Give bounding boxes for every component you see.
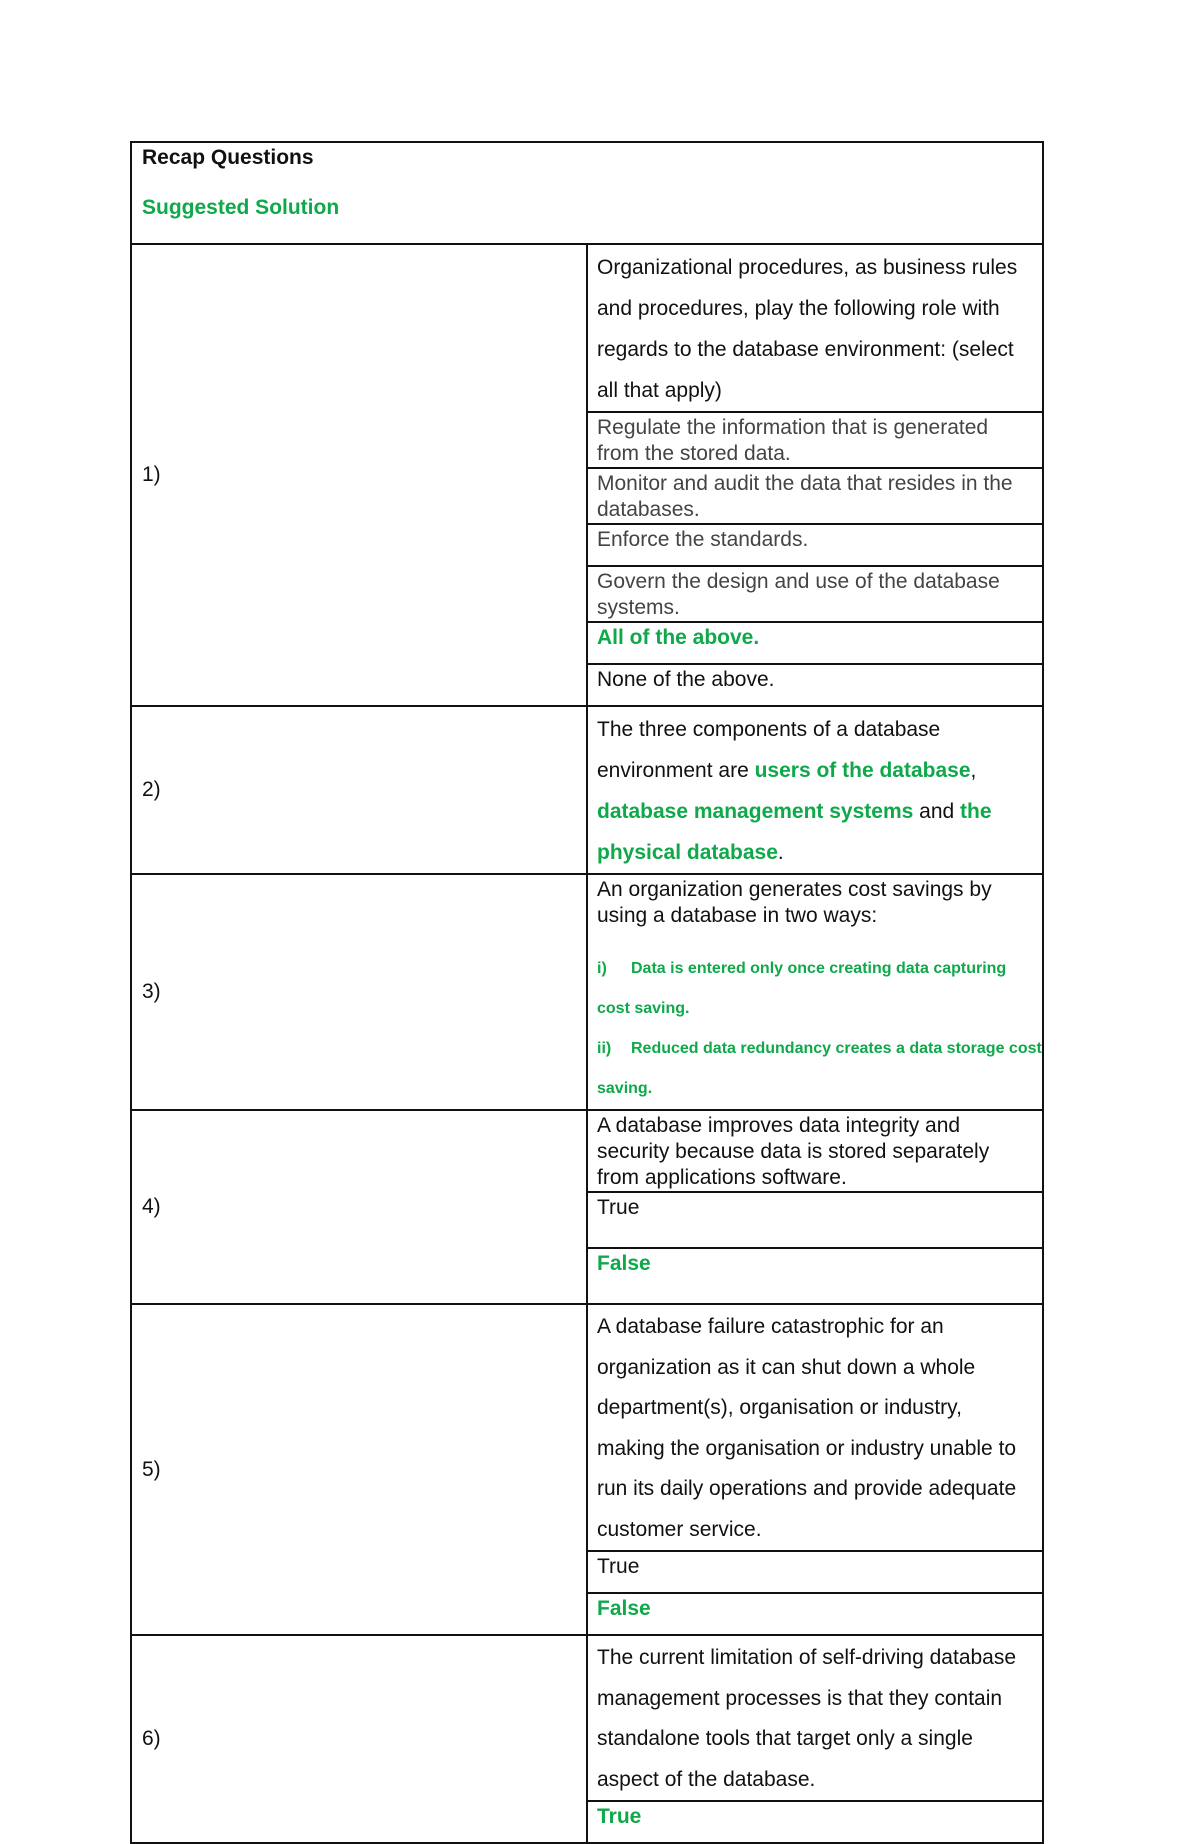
q5-row	[131, 1304, 1043, 1551]
header-row	[131, 142, 1043, 244]
q1-correct-option: All of the above.	[597, 626, 760, 649]
q1-option: Monitor and audit the data that resides in the databases.	[597, 472, 1013, 521]
q1-option: Govern the design and use of the database systems.	[597, 570, 1000, 619]
document-title: Recap Questions	[142, 146, 314, 169]
q2-statement	[588, 707, 1042, 873]
q2-suffix: .	[777, 841, 784, 864]
q4-option-cell	[587, 1248, 1043, 1304]
q2-answer-2: database management systems	[597, 800, 914, 823]
q6-number: 6)	[131, 1635, 587, 1843]
q3-answer-text: Reduced data redundancy creates a data storage cost saving.	[597, 1040, 1042, 1097]
q2-prefix: The three components of a database environment are	[597, 718, 941, 782]
q5-question-cell	[587, 1304, 1043, 1551]
q6-row	[131, 1635, 1043, 1801]
q4-question-cell	[587, 1110, 1043, 1192]
q4-question: A database improves data integrity and security because data is stored separately from applications software.	[597, 1114, 990, 1189]
q1-option-cell	[587, 664, 1043, 706]
q6-option-cell	[587, 1801, 1043, 1843]
q3-answer	[597, 1029, 1042, 1109]
q2-sep-2: and	[913, 800, 961, 823]
q3-row	[131, 874, 1043, 1110]
q3-number: 3)	[131, 874, 587, 1110]
q4-row	[131, 1110, 1043, 1192]
q3-answer-text: Data is entered only once creating data capturing cost saving.	[597, 960, 1007, 1017]
q3-question: An organization generates cost savings by using a database in two ways:	[597, 878, 992, 927]
q3-answer-list	[588, 949, 1042, 1109]
q4-number: 4)	[131, 1110, 587, 1304]
q1-number: 1)	[131, 244, 587, 706]
q2-answer-1: users of the database	[754, 759, 971, 782]
q2-number: 2)	[131, 706, 587, 874]
q6-correct-option: True	[597, 1805, 642, 1828]
q1-option-cell	[587, 524, 1043, 566]
q3-answer	[597, 949, 1042, 1029]
q5-option: True	[597, 1555, 640, 1578]
header-cell	[131, 142, 1043, 244]
q1-option-cell	[587, 622, 1043, 664]
q5-option-cell	[587, 1551, 1043, 1593]
q5-correct-option: False	[597, 1597, 651, 1620]
q1-option: None of the above.	[597, 668, 775, 691]
q3-answer-label: ii)	[597, 1040, 612, 1057]
q5-option-cell	[587, 1593, 1043, 1635]
q1-option: Enforce the standards.	[597, 528, 809, 551]
q2-row	[131, 706, 1043, 874]
q2-statement-cell	[587, 706, 1043, 874]
q6-question-cell	[587, 1635, 1043, 1801]
q2-sep-1: ,	[970, 759, 977, 782]
q1-option-cell	[587, 412, 1043, 468]
q2-answer-3: the physical database	[597, 800, 992, 864]
q5-question: A database failure catastrophic for an organization as it can shut down a whole department(s), organisation or industry, making the organisation or industry unable to run its daily operations and provide adequate customer service.	[597, 1315, 1017, 1541]
q1-question: Organizational procedures, as business rules and procedures, play the following role with regards to the database environment: (select all that apply)	[597, 256, 1018, 402]
q3-cell	[587, 874, 1043, 1110]
q5-number: 5)	[131, 1304, 587, 1635]
q4-option-cell	[587, 1192, 1043, 1248]
q3-answer-label: i)	[597, 960, 607, 977]
q6-question: The current limitation of self-driving database management processes is that they contain standalone tools that target only a single aspect of the database.	[597, 1646, 1017, 1791]
recap-document	[130, 141, 1044, 1844]
q1-row	[131, 244, 1043, 412]
document-subtitle: Suggested Solution	[142, 196, 340, 219]
q4-option: True	[597, 1196, 640, 1219]
q4-correct-option: False	[597, 1252, 651, 1275]
q1-option: Regulate the information that is generated from the stored data.	[597, 416, 989, 465]
q1-option-cell	[587, 566, 1043, 622]
q1-question-cell	[587, 244, 1043, 412]
q1-option-cell	[587, 468, 1043, 524]
recap-table	[130, 141, 1044, 1844]
